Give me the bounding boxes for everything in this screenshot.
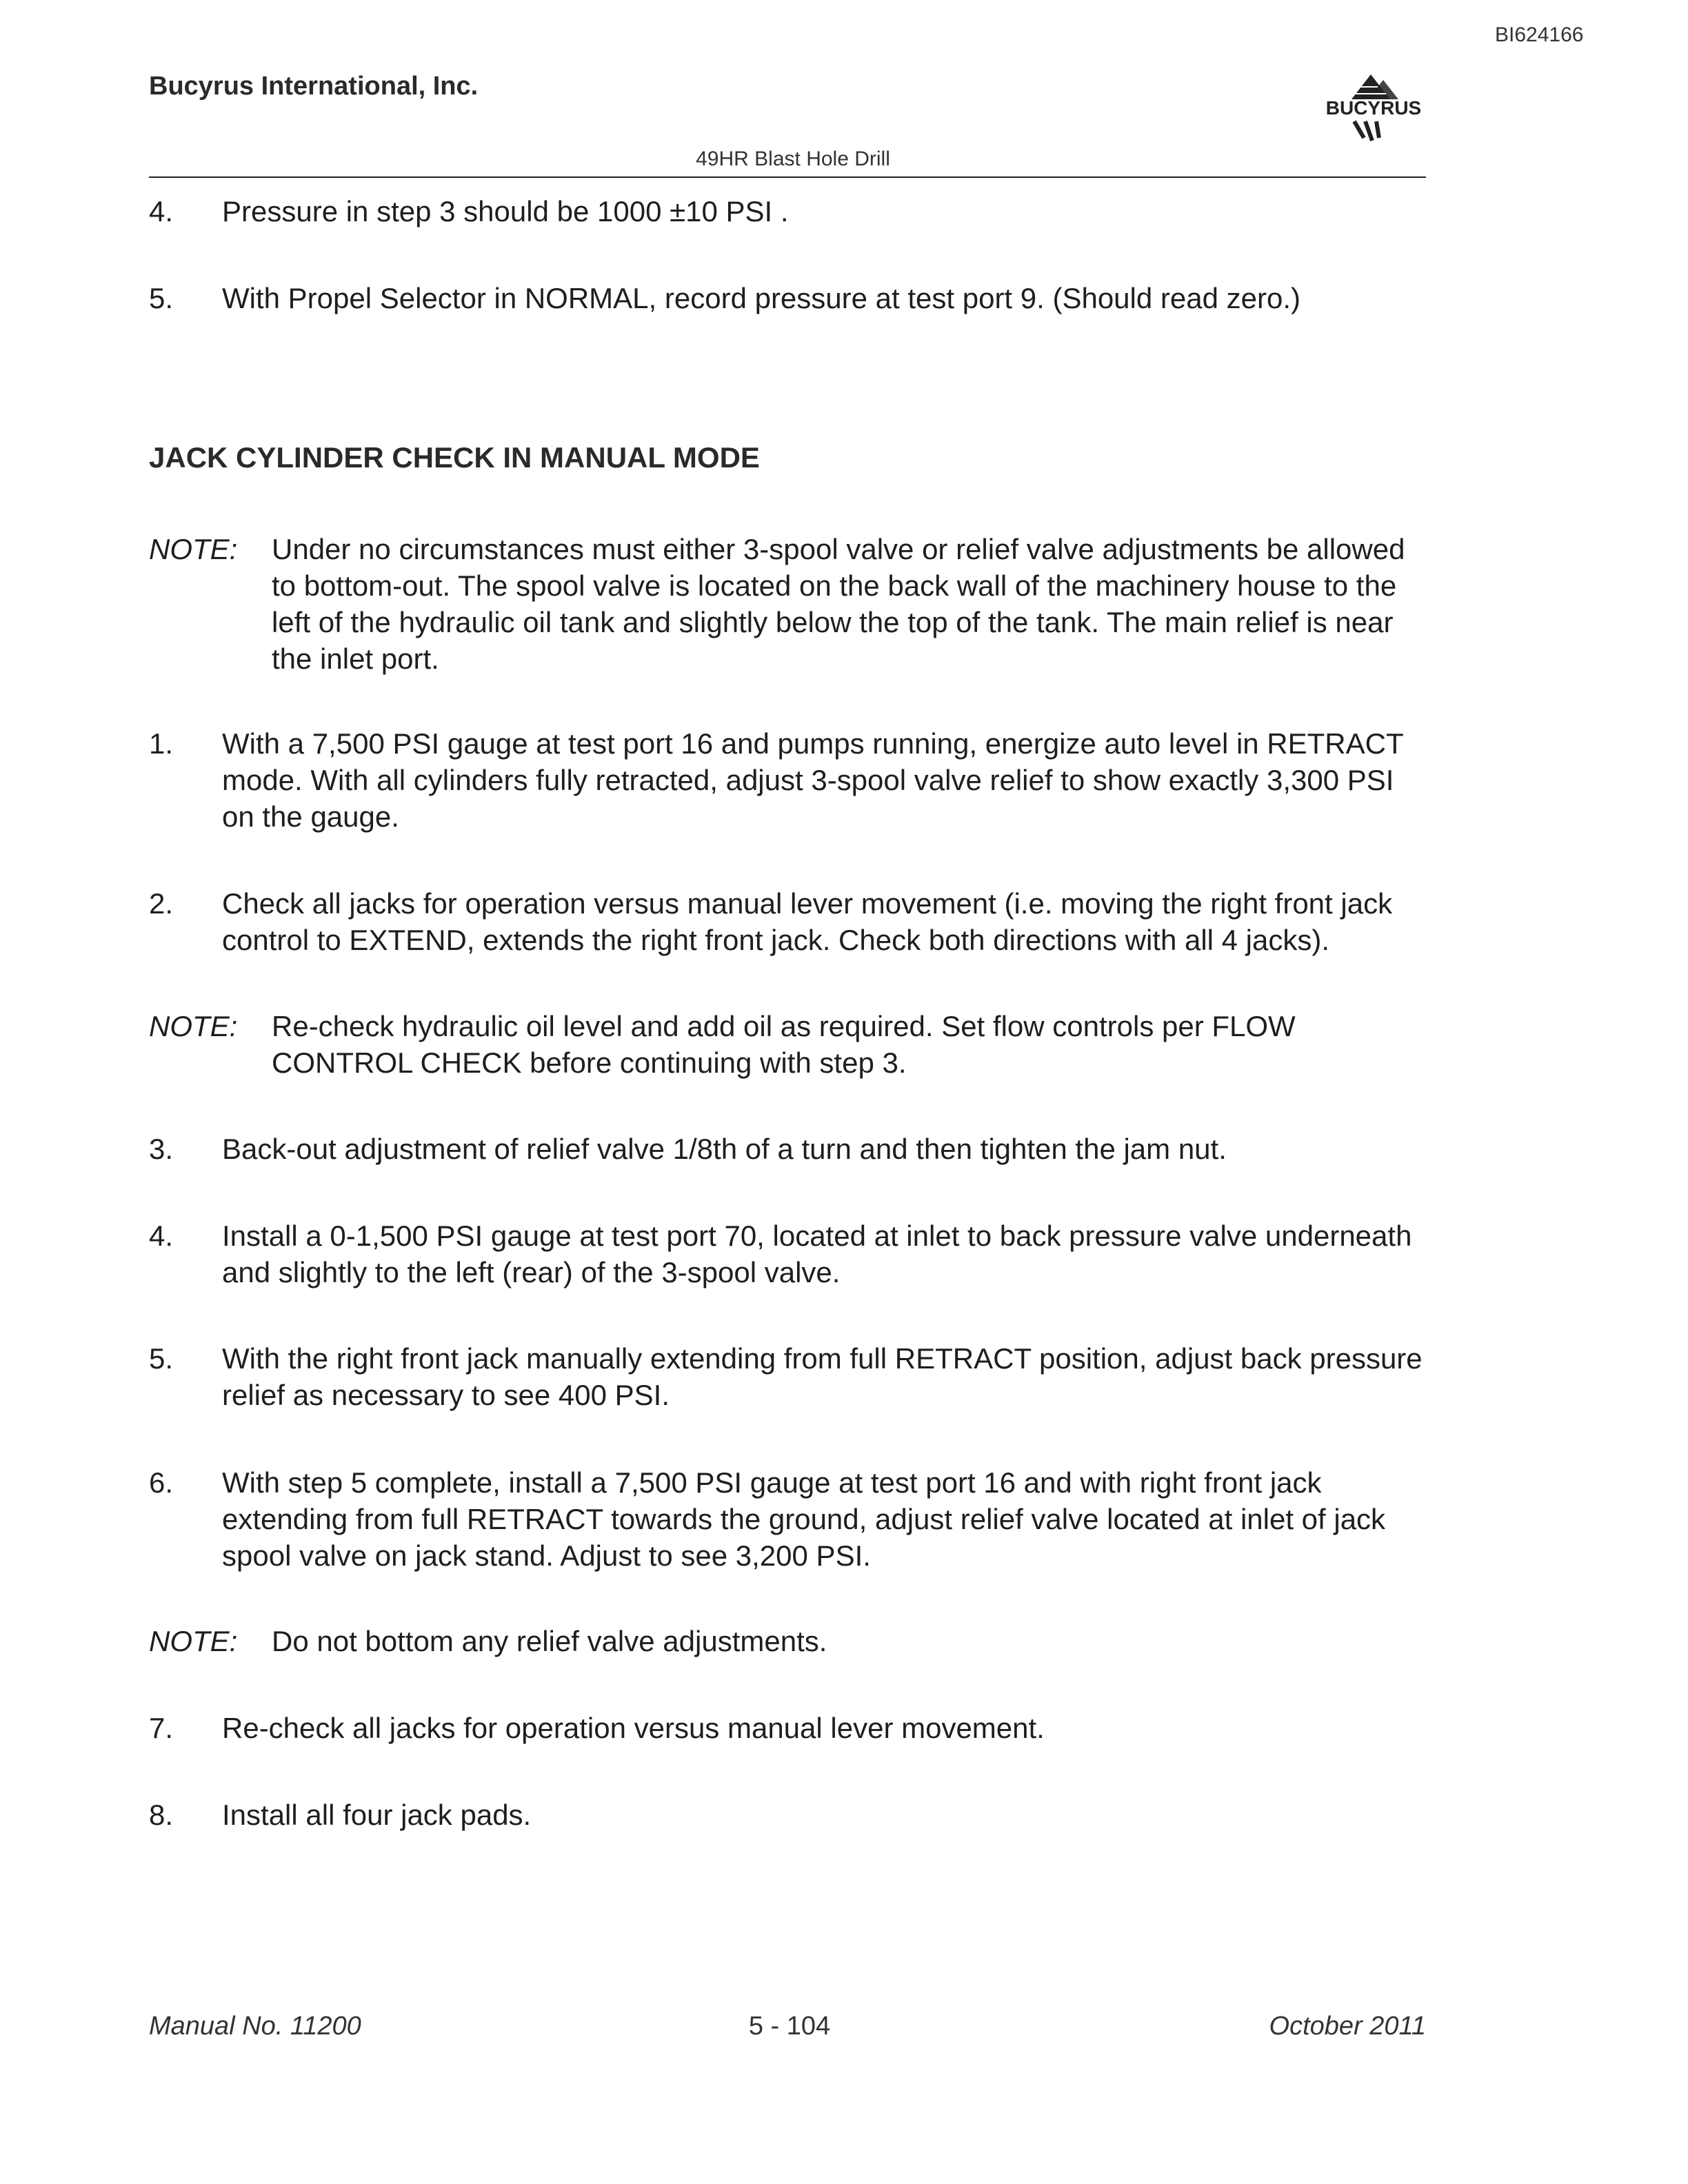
bucyrus-logo	[1310, 72, 1434, 148]
step-number: 5.	[149, 1342, 174, 1375]
page-number: 5 - 104	[748, 2012, 831, 2041]
step-number: 4.	[149, 1220, 174, 1252]
svg-text:BUCYRUS: BUCYRUS	[1325, 97, 1422, 119]
note-label: NOTE:	[149, 1010, 238, 1042]
step-text: Back-out adjustment of relief valve 1/8th of a turn and then tighten the jam nut.	[222, 1133, 1227, 1165]
note-label: NOTE:	[149, 1625, 238, 1657]
step-text: With a 7,500 PSI gauge at test port 16 and pumps running, energize auto level in RETRACT mode. With all cylinders fully retracted, adjust 3-spool valve relief to show exactly 3,300 PSI on the gauge.	[222, 727, 1403, 833]
step-item	[149, 1797, 1431, 1833]
step-item	[149, 1464, 1431, 1574]
step-item	[149, 1131, 1431, 1167]
note-text: Under no circumstances must either 3-spool valve or relief valve adjustments be allowed to bottom-out. The spool valve is located on the back wall of the machinery house to the left of the hydraulic oil tank and slightly below the top of the tank. The main relief is near the inlet port.	[272, 533, 1405, 675]
step-text: Pressure in step 3 should be 1000 ±10 PSI .	[222, 195, 789, 228]
step-number: 8.	[149, 1799, 174, 1831]
step-text: With the right front jack manually extending from full RETRACT position, adjust back pressure relief as necessary to see 400 PSI.	[222, 1342, 1423, 1411]
step-number: 6.	[149, 1466, 174, 1499]
step-text: Check all jacks for operation versus manual lever movement (i.e. moving the right front jack control to EXTEND, extends the right front jack. Check both directions with all 4 jacks).	[222, 887, 1393, 956]
intro-step	[149, 193, 1431, 230]
intro-step	[149, 280, 1431, 316]
note-block	[149, 1623, 1431, 1659]
document-subtitle: 49HR Blast Hole Drill	[696, 148, 890, 170]
note-text: Do not bottom any relief valve adjustments.	[272, 1625, 827, 1657]
step-text: Install a 0-1,500 PSI gauge at test port 70, located at inlet to back pressure valve underneath and slightly to the left (rear) of the 3-spool valve.	[222, 1220, 1412, 1288]
step-item	[149, 725, 1431, 835]
step-number: 2.	[149, 887, 174, 920]
step-number: 7.	[149, 1712, 174, 1744]
step-item	[149, 1710, 1431, 1746]
step-text: Install all four jack pads.	[222, 1799, 532, 1831]
note-block	[149, 531, 1431, 677]
note-text: Re-check hydraulic oil level and add oil as required. Set flow controls per FLOW CONTROL CHECK before continuing with step 3.	[272, 1010, 1296, 1079]
step-item	[149, 1340, 1431, 1413]
section-heading: JACK CYLINDER CHECK IN MANUAL MODE	[149, 441, 760, 474]
step-text: Re-check all jacks for operation versus manual lever movement.	[222, 1712, 1045, 1744]
step-item	[149, 885, 1431, 958]
manual-number: Manual No. 11200	[149, 2012, 361, 2041]
note-label: NOTE:	[149, 533, 238, 565]
note-block	[149, 1008, 1431, 1081]
step-number: 3.	[149, 1133, 174, 1165]
publication-date: October 2011	[1269, 2012, 1426, 2041]
step-text: With step 5 complete, install a 7,500 PSI gauge at test port 16 and with right front jack extending from full RETRACT towards the ground, adjust relief valve located at inlet of jack spool valve on jack stand. Adjust to see 3,200 PSI.	[222, 1466, 1386, 1572]
header-divider	[149, 176, 1426, 178]
step-number: 4.	[149, 195, 174, 228]
step-number: 5.	[149, 282, 174, 314]
step-text: With Propel Selector in NORMAL, record pressure at test port 9. (Should read zero.)	[222, 282, 1300, 314]
step-item	[149, 1217, 1431, 1291]
company-name: Bucyrus International, Inc.	[149, 72, 479, 101]
document-id: BI624166	[1495, 23, 1584, 46]
step-number: 1.	[149, 727, 174, 760]
